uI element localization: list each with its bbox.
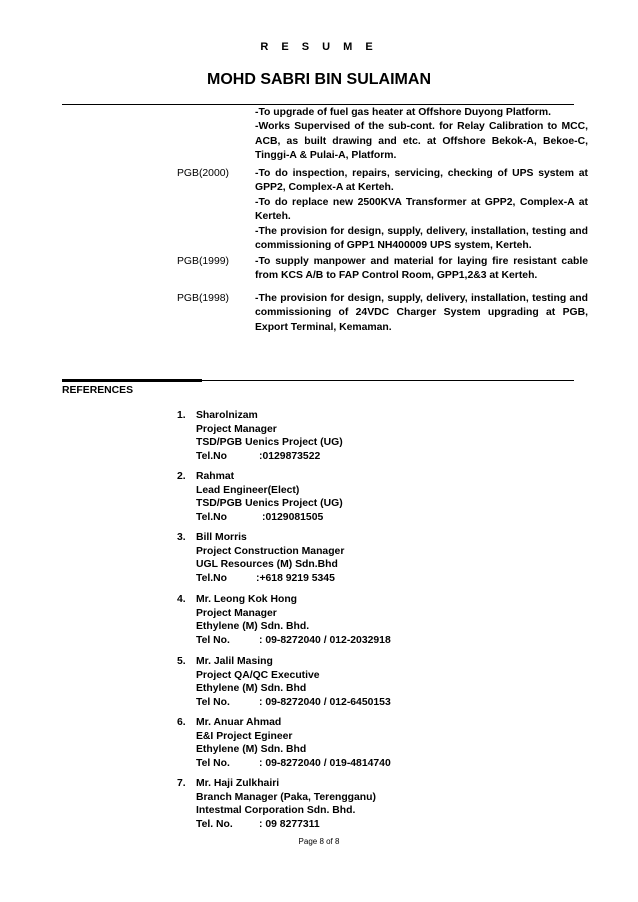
experience-line: -To do inspection, repairs, servicing, checking of UPS system at GPP2, Complex-A at Kerteh. [255, 168, 588, 194]
reference-tel-value: : 09 8277311 [259, 818, 320, 830]
reference-tel-value: :0129873522 [259, 450, 321, 462]
reference-org: TSD/PGB Uenics Project (UG) [196, 437, 343, 449]
experience-line: -The provision for design, supply, delivery, installation, testing and commissioning of 24VDC Charger System upgrading at PGB, Export Terminal, Kemaman. [255, 293, 588, 333]
reference-org: Ethylene (M) Sdn. Bhd [196, 744, 307, 756]
reference-title: Lead Engineer(Elect) [196, 484, 300, 496]
reference-name: Bill Morris [196, 532, 247, 543]
reference-number: 6. [177, 717, 186, 728]
reference-org: Intestmal Corporation Sdn. Bhd. [196, 805, 356, 817]
reference-org: Ethylene (M) Sdn. Bhd. [196, 621, 310, 633]
reference-tel-label: Tel No. [196, 696, 230, 708]
reference-number: 2. [177, 471, 186, 482]
experience-line: -Works Supervised of the sub-cont. for Relay Calibration to MCC, ACB, as built drawing and etc. at Offshore Bekok-A, Bekoe-C, Tinggi-A & Pulai-A, Platform. [255, 121, 588, 162]
experience-year-label: PGB(1998) [177, 293, 229, 304]
header-divider [62, 104, 574, 105]
resume-heading: R E S U M E [260, 41, 378, 53]
experience-line: -To upgrade of fuel gas heater at Offshore Duyong Platform. [255, 107, 551, 118]
reference-tel [196, 511, 343, 525]
reference-tel-value: :0129081505 [262, 511, 324, 523]
reference-tel [196, 450, 343, 464]
reference-tel [196, 634, 391, 648]
experience-year-label: PGB(2000) [177, 168, 229, 179]
reference-title: Project Manager [196, 607, 277, 619]
reference-tel [196, 572, 344, 586]
section-divider-accent [62, 379, 202, 382]
reference-number: 7. [177, 778, 186, 789]
reference-tel-value: : 09-8272040 / 019-4814740 [259, 757, 391, 769]
experience-entry [255, 167, 588, 253]
reference-name: Mr. Jalil Masing [196, 656, 273, 667]
reference-org: Ethylene (M) Sdn. Bhd [196, 683, 307, 695]
reference-name: Mr. Anuar Ahmad [196, 717, 282, 728]
page-number: Page 8 of 8 [298, 837, 340, 846]
reference-title: E&I Project Egineer [196, 730, 293, 742]
candidate-name: MOHD SABRI BIN SULAIMAN [207, 71, 431, 88]
experience-year-label: PGB(1999) [177, 256, 229, 267]
reference-number: 4. [177, 594, 186, 605]
experience-line: -The provision for design, supply, delivery, installation, testing and commissioning of GPP1 NH400009 UPS system, Kerteh. [255, 225, 588, 252]
reference-tel-value: : 09-8272040 / 012-2032918 [259, 634, 391, 646]
reference-tel-label: Tel No. [196, 634, 230, 646]
reference-tel-label: Tel.No [196, 450, 227, 462]
experience-line: -To supply manpower and material for laying fire resistant cable from KCS A/B to FAP Control Room, GPP1,2&3 at Kerteh. [255, 256, 588, 282]
reference-tel-value: : 09-8272040 / 012-6450153 [259, 696, 391, 708]
reference-org: UGL Resources (M) Sdn.Bhd [196, 559, 338, 571]
reference-name: Sharolnizam [196, 410, 258, 421]
reference-number: 1. [177, 410, 186, 421]
reference-tel-value: :+618 9219 5345 [256, 572, 335, 584]
experience-line: -To do replace new 2500KVA Transformer at GPP2, Complex-A at Kerteh. [255, 196, 588, 223]
reference-tel-label: Tel No. [196, 757, 230, 769]
reference-title: Project Manager [196, 423, 277, 435]
reference-tel [196, 818, 376, 832]
reference-title: Branch Manager (Paka, Terengganu) [196, 791, 376, 803]
reference-number: 3. [177, 532, 186, 543]
reference-title: Project Construction Manager [196, 545, 345, 557]
reference-tel-label: Tel.No [196, 511, 227, 523]
reference-number: 5. [177, 656, 186, 667]
reference-title: Project QA/QC Executive [196, 669, 320, 681]
reference-name: Mr. Haji Zulkhairi [196, 778, 280, 789]
experience-entry [255, 106, 588, 164]
experience-entry [255, 255, 588, 284]
experience-entry [255, 292, 588, 335]
references-heading: REFERENCES [62, 385, 134, 396]
reference-name: Mr. Leong Kok Hong [196, 594, 298, 605]
reference-tel-label: Tel.No [196, 572, 227, 584]
reference-name: Rahmat [196, 471, 235, 482]
reference-tel-label: Tel. No. [196, 818, 233, 830]
reference-tel [196, 757, 391, 771]
reference-org: TSD/PGB Uenics Project (UG) [196, 498, 343, 510]
reference-tel [196, 696, 391, 710]
